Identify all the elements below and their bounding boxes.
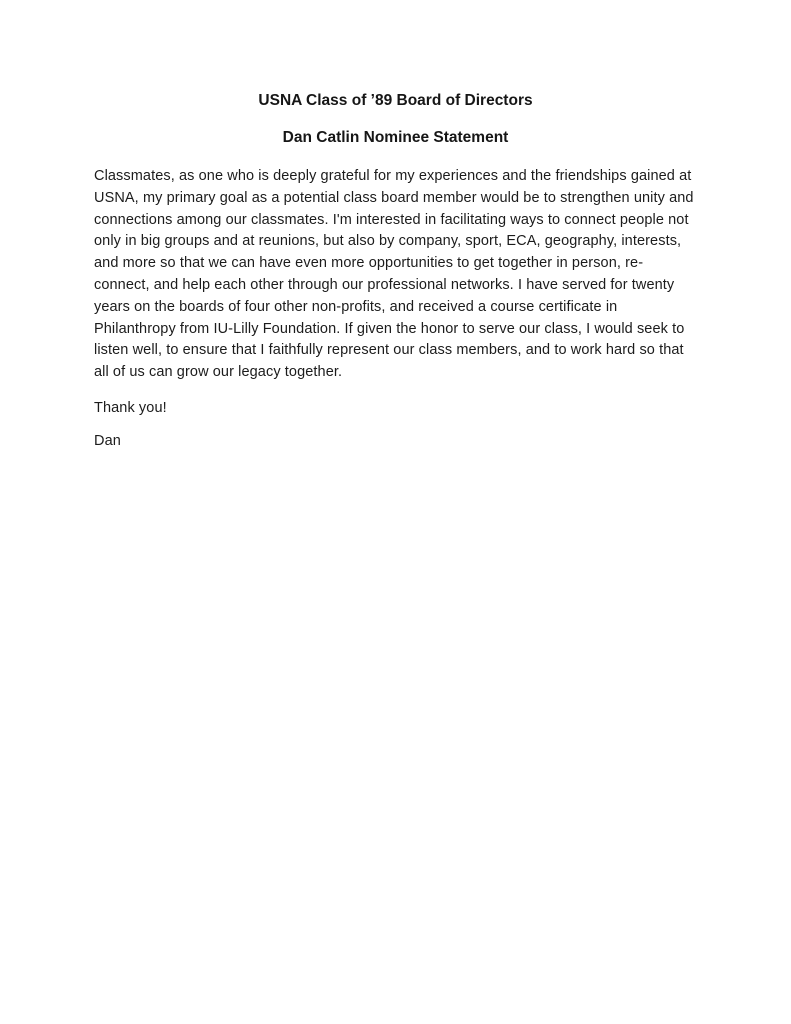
statement-body-paragraph: Classmates, as one who is deeply grateful for my experiences and the friendships gained at USNA, my primary goal as a potential class board member would be to strengthen unity and connections among our classmates. I'm interested in facilitating ways to connect people not only in big groups and at reunions, but also by company, sport, ECA, geography, interests, and more so that we can have even more opportunities to get together in person, re-connect, and help each other through our professional networks. I have served for twenty years on the boards of four other non-profits, and received a course certificate in Philanthropy from IU-Lilly Foundation. If given the honor to serve our class, I would seek to listen well, to ensure that I faithfully represent our class members, and to work hard so that all of us can grow our legacy together. <box>94 168 694 381</box>
signature-line: Dan <box>94 432 121 449</box>
document-title: USNA Class of ’89 Board of Directors <box>258 92 533 109</box>
closing-line: Thank you! <box>94 399 167 416</box>
document-subtitle: Dan Catlin Nominee Statement <box>282 129 509 146</box>
